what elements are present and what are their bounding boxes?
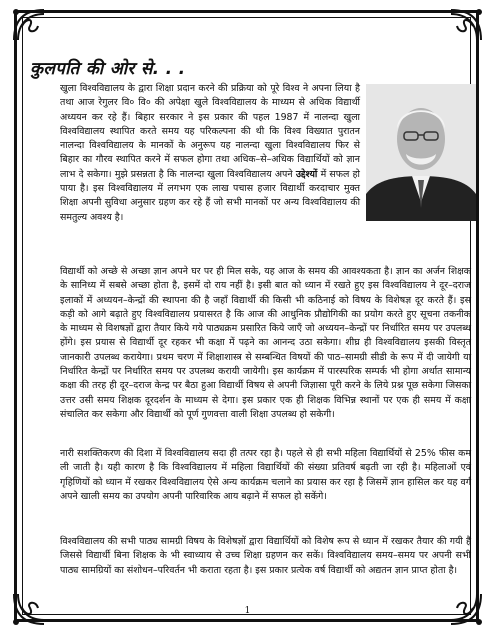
corner-ornament-top-right <box>447 6 485 44</box>
corner-ornament-top-left <box>10 6 48 44</box>
paragraph-study-material: विश्वविद्यालय की सभी पाठ्य सामग्री विषय के विशेषज्ञों द्वारा विद्यार्थियों को विशेष रूप से ध्यान में रखकर तैयार की गयी है जिससे विद्यार्थी बिना शिक्षक के भी स्वाध्याय से उच्च शिक्षा ग्रहणन कर सकें। विश्वविद्यालय समय–समय पर अपनी सभी पाठ्य सामग्रियों का संशोधन–परिवर्तन भी कराता रहता है। इस प्रकार प्रत्येक वर्ष विद्यार्थी को अद्यतन ज्ञान प्राप्त होता है। <box>60 536 471 576</box>
paragraph-intro-text: खुला विश्वविद्यालय के द्वारा शिक्षा प्रदान करने की प्रक्रिया को पूरे विश्व ने अपना लिया है तथा आज रेगुलर वि० वि० की अपेक्षा खुले विश्वविद्यालय के माध्यम से अधिक विद्यार्थी अध्ययन कर रहे हैं। बिहार सरकार ने इस प्रकार की पहल 1987 में नालन्दा खुला विश्वविद्यालय स्थापित करते समय यह परिकल्पना की थी कि विश्व विख्यात पुरातन नालन्दा विश्वविद्यालय के मानकों के अनुरूप यह नालन्दा खुला विश्वविद्यालय फिर से बिहार का गौरव स्थापित करने में सफल होगा तथा अधिक–से–अधिक विद्यार्थियों को ज्ञान लाभ दे सकेगा। मुझे प्रसन्नता है कि नालन्दा खुला विश्वविद्यालय अपने <box>60 83 360 180</box>
portrait-photo <box>366 84 476 221</box>
page-number: 1 <box>244 606 251 616</box>
paragraph-intro <box>60 82 360 225</box>
paragraph-technology: विद्यार्थी को अच्छे से अच्छा ज्ञान अपने घर पर ही मिल सके, यह आज के समय की आवश्यकता है। ज्ञान का अर्जन शिक्षक के सानिध्य में सबसे अच्छा होता है, इसमें दो राय नहीं है। इसी बात को ध्यान में रखते हुए इस विश्वविद्यालय ने दूर–दराज इलाकों में अध्ययन–केन्द्रों की स्थापना की है जहाँ विद्यार्थी की किसी भी कठिनाई को विषय के विशेषज्ञ दूर करते हैं। इस कड़ी को आगे बढ़ाते हुए विश्वविद्यालय प्रयासरत है कि आज की आधुनिक प्रौद्योगिकी का प्रयोग करते हुए सूचना तकनीक के माध्यम से विशषज्ञों द्वारा तैयार किये गये पाठ्यक्रम प्रसारित किये जाएँ जो अध्ययन–केन्द्रों पर निर्धारित समय पर उपलब्ध होंगे। इस प्रयास से विद्यार्थी दूर रहकर भी कक्षा में पढ़ने का आनन्द उठा सकेगा। शीघ्र ही विश्वविद्यालय इसकी विस्तृत जानकारी उपलब्ध करायेगा। प्रथम चरण में शिक्षाशास्त्र से सम्बन्धित विषयों की पाठ–सामग्री सीडी के रूप में दी जायेगी या निर्धारित केन्द्रों पर निर्धारित समय पर उपलब्ध करायी जायेगी। इस कार्यक्रम में पारस्परिक सम्पर्क भी होगा अर्थात सामान्य कक्षा की तरह ही दूर–दराज केन्द्र पर बैठा हुआ विद्यार्थी विषय से अपनी जिज्ञासा पूरी करने के लिये प्रश्न पूछ सकेगा जिसका उत्तर उसी समय शिक्षक दूरदर्शन के माध्यम से देगा। इस प्रकार एक ही शिक्षक विभिन्न स्थानों पर एक ही समय में कक्षा संचालित कर सकेगा और विद्यार्थी को पूर्ण गुणवत्ता वाली शिक्षा उपलब्ध हो सकेगी। <box>60 266 471 420</box>
paragraph-intro-tail: में सफल हो पाया है। इस विश्वविद्यालय में लगभग एक लाख पचास हजार विद्यार्थी करदाचार मुक्त शिक्षा अपनी सुविधा अनुसार ग्रहण कर रहे हैं जो सभी मानकों पर अन्य विश्वविद्यालय की समतुल्य अवश्य है। <box>60 168 360 223</box>
page-title: कुलपति की ओर से. . . <box>30 59 186 79</box>
paragraph-women-empowerment: नारी सशक्तिकरण की दिशा में विश्वविद्यालय सदा ही तत्पर रहा है। पहले से ही सभी महिला विद्यार्थियों से 25% फीस कम ली जाती है। यही कारण है कि विश्वविद्यालय में महिला विद्यार्थियों की संख्या प्रतिवर्ष बढ़ती जा रही है। महिलाओं एवं गृहिणियों को ध्यान में रखकर विश्वविद्यालय ऐसे अन्य कार्यक्रम चलाने का प्रयास कर रहा है जिसमें ज्ञान हासिल कर यह वर्ग अपने खाली समय का उपयोग अपनी पारिवारिक आय बढ़ाने में सफल हो सकेंगे। <box>60 448 471 502</box>
paragraph-intro-bold: उद्देश्यों <box>295 168 318 180</box>
